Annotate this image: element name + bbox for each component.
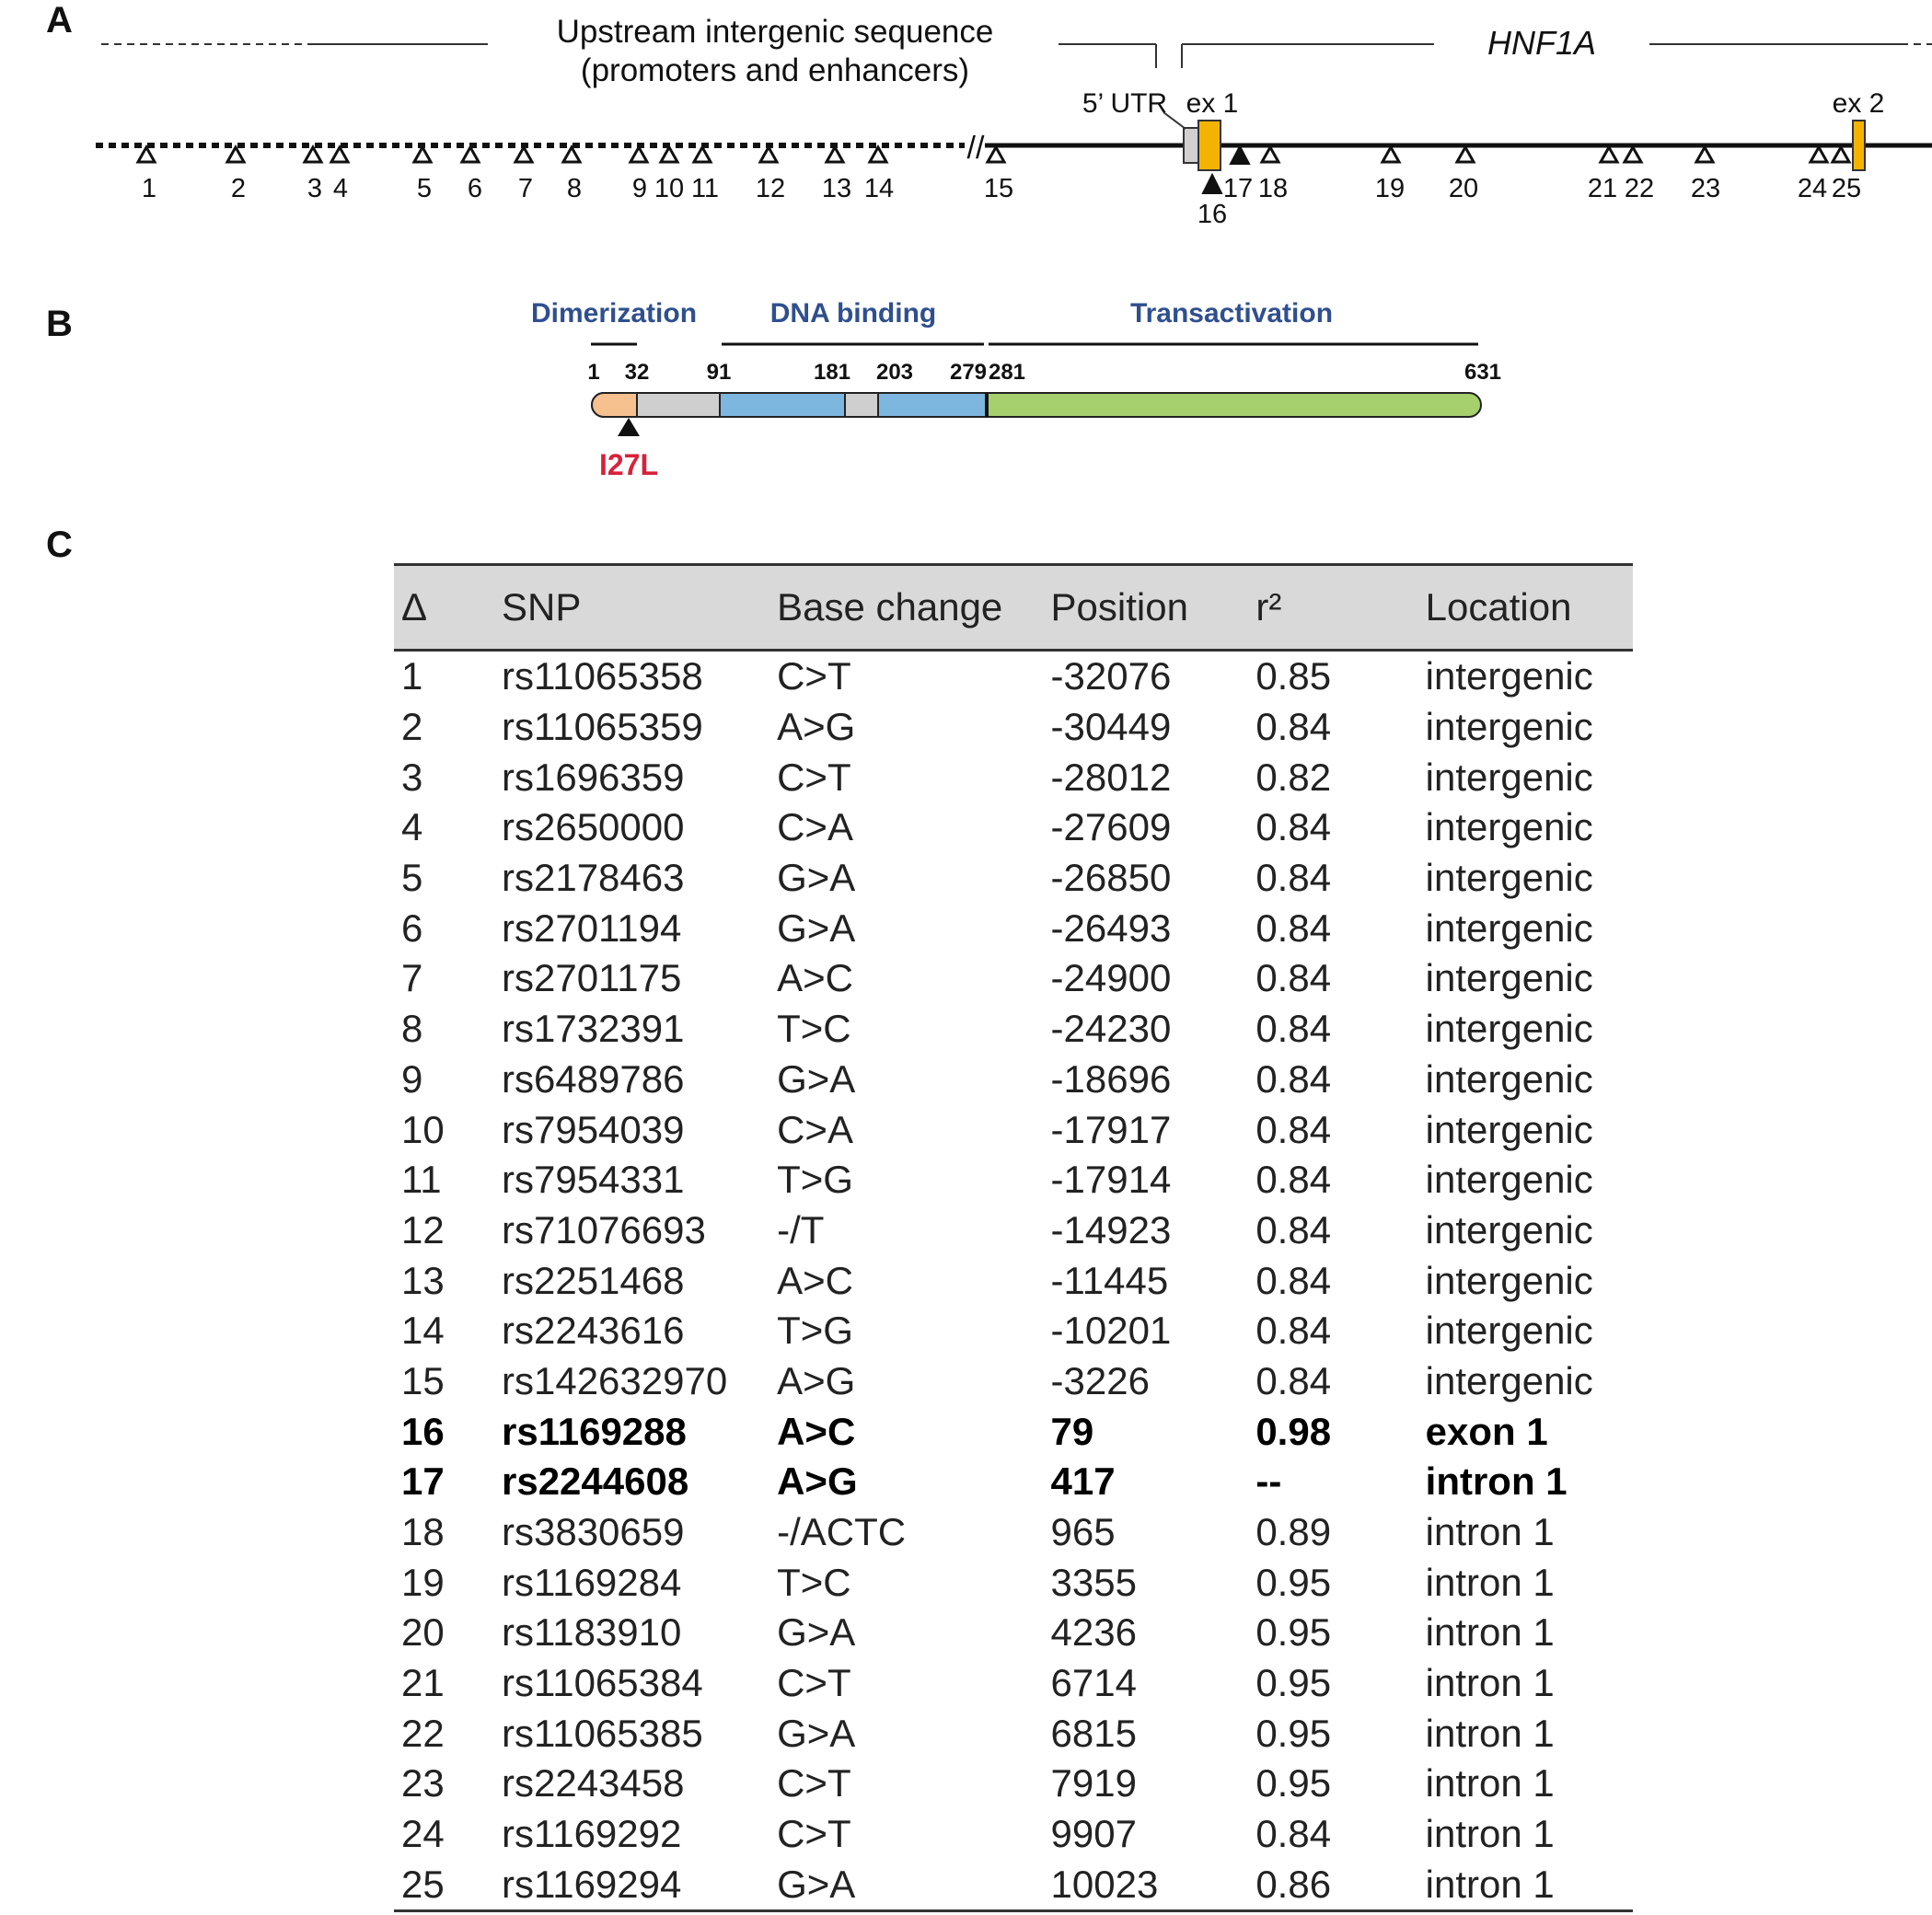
row-index: 23 bbox=[401, 1761, 445, 1805]
row-position: -14923 bbox=[1050, 1207, 1172, 1252]
row-r2: 0.95 bbox=[1255, 1761, 1332, 1805]
utr-box bbox=[1184, 128, 1198, 163]
header-r2: r² bbox=[1255, 565, 1425, 651]
row-location: intergenic bbox=[1425, 1258, 1593, 1302]
mutation-label: I27L bbox=[598, 448, 659, 481]
linker-segment-1 bbox=[637, 393, 720, 417]
row-location: intergenic bbox=[1425, 1309, 1593, 1353]
row-position: -28012 bbox=[1050, 755, 1172, 799]
snp-20-label: 20 bbox=[1448, 174, 1479, 203]
exon2-label: ex 2 bbox=[1832, 88, 1885, 119]
hnf1a-locus-diagram bbox=[0, 0, 1932, 239]
snp-table bbox=[394, 563, 1633, 1912]
row-index: 21 bbox=[401, 1661, 445, 1705]
row-r2: 0.84 bbox=[1255, 1812, 1332, 1856]
residue-32: 32 bbox=[624, 360, 650, 385]
row-base-change: C>T bbox=[777, 1661, 851, 1705]
snp-19-label: 19 bbox=[1374, 174, 1406, 203]
residue-631: 631 bbox=[1463, 360, 1502, 385]
row-position: -10201 bbox=[1050, 1309, 1172, 1353]
row-location: intergenic bbox=[1425, 805, 1593, 849]
row-base-change: C>T bbox=[777, 654, 851, 698]
row-base-change: G>A bbox=[777, 1860, 1050, 1911]
snp-9-label: 9 bbox=[631, 174, 648, 203]
snp-9 bbox=[631, 147, 647, 203]
row-position: 6714 bbox=[1050, 1661, 1137, 1705]
table-row bbox=[394, 1004, 1633, 1055]
row-location: intergenic bbox=[1425, 1158, 1593, 1202]
snp-8 bbox=[563, 147, 582, 203]
break-mark: // bbox=[966, 131, 985, 166]
table-row bbox=[394, 752, 1633, 802]
exon2-box bbox=[1853, 121, 1865, 170]
row-base-change: C>A bbox=[777, 1107, 853, 1151]
row-index: 1 bbox=[401, 654, 423, 698]
row-base-change: G>A bbox=[777, 1711, 856, 1755]
snp-12-label: 12 bbox=[755, 174, 786, 203]
row-position: -30449 bbox=[1050, 705, 1172, 749]
row-position: 417 bbox=[1050, 1459, 1116, 1504]
row-position: 10023 bbox=[1051, 1860, 1256, 1911]
row-index: 22 bbox=[401, 1711, 445, 1755]
snp-13 bbox=[822, 147, 851, 203]
row-position: -32076 bbox=[1050, 654, 1172, 698]
snp-11 bbox=[691, 147, 719, 203]
row-location: intergenic bbox=[1425, 956, 1593, 1000]
row-index: 9 bbox=[401, 1056, 423, 1101]
row-r2: 0.95 bbox=[1255, 1661, 1332, 1705]
snp-17-label: 17 bbox=[1222, 174, 1254, 203]
row-base-change: A>G bbox=[777, 705, 856, 749]
snp-17 bbox=[1223, 146, 1253, 203]
row-base-change: T>G bbox=[777, 1158, 853, 1202]
row-location: intergenic bbox=[1425, 654, 1593, 698]
snp-20 bbox=[1449, 147, 1478, 203]
row-location: intron 1 bbox=[1425, 1812, 1555, 1856]
table-row bbox=[394, 651, 1633, 702]
row-snp: rs1183910 bbox=[501, 1610, 682, 1655]
snp-16-label: 16 bbox=[1197, 200, 1228, 229]
table-row bbox=[394, 953, 1633, 1004]
panel-label-a: A bbox=[46, 0, 73, 40]
row-base-change: A>C bbox=[777, 1258, 853, 1302]
exon1-box bbox=[1198, 121, 1221, 170]
snp-5-triangle bbox=[414, 147, 431, 162]
row-base-change: T>G bbox=[777, 1309, 853, 1353]
row-snp: rs142632970 bbox=[501, 1358, 728, 1402]
row-index: 10 bbox=[401, 1107, 445, 1151]
row-location: intron 1 bbox=[1425, 1661, 1555, 1705]
snp-20-triangle bbox=[1457, 147, 1474, 162]
row-location: intergenic bbox=[1425, 705, 1593, 749]
row-snp: rs11065385 bbox=[501, 1711, 703, 1755]
table-row bbox=[394, 1356, 1633, 1407]
row-location: intron 1 bbox=[1425, 1711, 1555, 1755]
snp-7-triangle bbox=[515, 147, 532, 162]
row-snp: rs7954331 bbox=[501, 1158, 685, 1202]
row-index: 19 bbox=[401, 1560, 445, 1604]
table-row bbox=[394, 1457, 1633, 1507]
row-index: 4 bbox=[401, 805, 423, 849]
snp-10 bbox=[654, 147, 684, 203]
header-position: Position bbox=[1051, 565, 1256, 651]
row-location: intron 1 bbox=[1425, 1761, 1555, 1805]
table-row bbox=[394, 1255, 1633, 1306]
row-location: intron 1 bbox=[1425, 1560, 1555, 1604]
dna-binding-segment-2 bbox=[878, 393, 987, 417]
row-base-change: C>T bbox=[777, 1812, 851, 1856]
mutation-marker-triangle bbox=[618, 418, 640, 436]
row-index: 20 bbox=[401, 1610, 445, 1655]
snp-24-triangle bbox=[1811, 147, 1827, 162]
snp-5-label: 5 bbox=[416, 174, 433, 203]
residue-91: 91 bbox=[706, 360, 732, 385]
snp-22-triangle bbox=[1625, 147, 1641, 162]
row-position: 3355 bbox=[1050, 1560, 1137, 1604]
table-row bbox=[394, 853, 1633, 904]
row-r2: 0.84 bbox=[1255, 1107, 1332, 1151]
row-index: 6 bbox=[401, 906, 423, 950]
snp-7-label: 7 bbox=[517, 174, 534, 203]
upstream-label-line2: (promoters and enhancers) bbox=[580, 52, 970, 88]
snp-6 bbox=[462, 147, 482, 203]
residue-281: 281 bbox=[988, 360, 1026, 385]
row-snp: rs2243458 bbox=[501, 1761, 685, 1805]
row-position: -17914 bbox=[1050, 1158, 1172, 1202]
row-base-change: T>C bbox=[777, 1560, 851, 1604]
row-base-change: G>A bbox=[777, 1056, 856, 1101]
row-snp: rs1169284 bbox=[501, 1560, 682, 1604]
snp-21-triangle bbox=[1601, 147, 1617, 162]
snp-1-triangle bbox=[138, 147, 155, 162]
snp-21 bbox=[1588, 147, 1617, 203]
snp-23-triangle bbox=[1696, 147, 1713, 162]
row-snp: rs2701175 bbox=[501, 956, 682, 1000]
snp-10-label: 10 bbox=[654, 174, 685, 203]
snp-12-triangle bbox=[760, 147, 777, 162]
table-header-row bbox=[394, 565, 1633, 651]
snp-9-triangle bbox=[631, 147, 647, 162]
row-r2: 0.84 bbox=[1255, 1309, 1332, 1353]
snp-23 bbox=[1691, 147, 1720, 203]
domain-label-transactivation: Transactivation bbox=[1129, 298, 1334, 329]
row-base-change: C>A bbox=[777, 805, 853, 849]
snp-2-triangle bbox=[227, 147, 244, 162]
row-location: intron 1 bbox=[1426, 1860, 1633, 1911]
table-row bbox=[394, 1406, 1633, 1457]
table-row bbox=[394, 1507, 1633, 1558]
row-snp: rs2244608 bbox=[501, 1459, 689, 1504]
snp-14 bbox=[864, 147, 894, 203]
snp-25-triangle bbox=[1833, 147, 1849, 162]
residue-279: 279 bbox=[949, 360, 988, 385]
row-snp: rs11065358 bbox=[501, 654, 703, 698]
row-base-change: T>C bbox=[777, 1007, 851, 1051]
row-r2: 0.84 bbox=[1255, 1207, 1332, 1252]
snp-3-triangle bbox=[305, 147, 321, 162]
row-location: intergenic bbox=[1425, 1358, 1593, 1402]
snp-4-label: 4 bbox=[332, 174, 349, 203]
row-r2: 0.84 bbox=[1255, 705, 1332, 749]
row-index: 25 bbox=[394, 1860, 502, 1911]
snp-7 bbox=[515, 147, 533, 203]
row-position: -11445 bbox=[1050, 1258, 1169, 1302]
row-base-change: -/T bbox=[777, 1207, 825, 1252]
table-row bbox=[394, 1708, 1633, 1759]
snp-14-label: 14 bbox=[863, 174, 895, 203]
row-r2: 0.95 bbox=[1255, 1560, 1332, 1604]
header-delta: Δ bbox=[394, 565, 502, 651]
residue-203: 203 bbox=[875, 360, 914, 385]
row-index: 24 bbox=[401, 1812, 445, 1856]
panel-label-b: B bbox=[46, 304, 73, 344]
row-position: -18696 bbox=[1050, 1056, 1172, 1101]
row-r2: 0.95 bbox=[1255, 1610, 1332, 1655]
table-body bbox=[394, 651, 1633, 1911]
domain-label-dimerization: Dimerization bbox=[530, 298, 698, 329]
table-row bbox=[394, 1055, 1633, 1105]
snp-8-label: 8 bbox=[566, 174, 583, 203]
row-location: exon 1 bbox=[1425, 1409, 1548, 1453]
row-base-change: C>T bbox=[777, 1761, 851, 1805]
panel-label-c: C bbox=[46, 525, 73, 565]
table-row bbox=[394, 802, 1633, 853]
table-row bbox=[394, 1557, 1633, 1608]
snp-2-label: 2 bbox=[230, 174, 247, 203]
row-snp: rs1169288 bbox=[501, 1409, 687, 1453]
snp-22-label: 22 bbox=[1624, 174, 1655, 203]
row-r2: -- bbox=[1255, 1459, 1282, 1504]
row-position: -24900 bbox=[1050, 956, 1172, 1000]
snp-19-triangle bbox=[1382, 147, 1399, 162]
row-position: 4236 bbox=[1050, 1610, 1137, 1655]
dimerization-domain-segment bbox=[592, 393, 637, 417]
row-r2: 0.84 bbox=[1255, 1056, 1332, 1101]
row-base-change: G>A bbox=[777, 1610, 856, 1655]
row-location: intergenic bbox=[1425, 755, 1593, 799]
snp-17-triangle bbox=[1231, 146, 1249, 164]
row-index: 3 bbox=[401, 755, 423, 799]
row-base-change: A>C bbox=[777, 1409, 856, 1453]
row-location: intergenic bbox=[1425, 1107, 1593, 1151]
table-row bbox=[394, 1759, 1633, 1809]
row-snp: rs2178463 bbox=[501, 856, 685, 900]
row-index: 5 bbox=[401, 856, 423, 900]
row-r2: 0.84 bbox=[1255, 1258, 1332, 1302]
row-position: -3226 bbox=[1050, 1358, 1150, 1402]
utr-label: 5’ UTR bbox=[1082, 88, 1168, 119]
snp-24-label: 24 bbox=[1797, 174, 1828, 203]
row-location: intergenic bbox=[1425, 1007, 1593, 1051]
gene-label: HNF1A bbox=[1487, 24, 1597, 62]
row-r2: 0.84 bbox=[1255, 805, 1332, 849]
snp-15 bbox=[984, 147, 1013, 203]
table-row bbox=[394, 1860, 1633, 1911]
snp-2 bbox=[227, 147, 246, 203]
row-position: 9907 bbox=[1050, 1812, 1137, 1856]
hnf1a-protein-diagram bbox=[0, 294, 1932, 488]
residue-181: 181 bbox=[813, 360, 851, 385]
row-r2: 0.86 bbox=[1255, 1860, 1425, 1911]
row-base-change: G>A bbox=[777, 906, 856, 950]
snp-10-triangle bbox=[661, 147, 677, 162]
row-position: 79 bbox=[1050, 1409, 1094, 1453]
snp-18-triangle bbox=[1262, 147, 1278, 162]
snp-13-triangle bbox=[827, 147, 843, 162]
snp-22 bbox=[1625, 147, 1654, 203]
table-row bbox=[394, 1306, 1633, 1356]
snp-18-label: 18 bbox=[1257, 174, 1289, 203]
row-index: 16 bbox=[401, 1409, 445, 1453]
table-row bbox=[394, 1809, 1633, 1860]
snp-15-label: 15 bbox=[983, 174, 1014, 203]
row-location: intergenic bbox=[1425, 856, 1593, 900]
snp-4 bbox=[331, 147, 348, 203]
row-index: 12 bbox=[401, 1207, 445, 1252]
row-snp: rs11065384 bbox=[501, 1661, 703, 1705]
snp-3-label: 3 bbox=[307, 174, 323, 203]
row-snp: rs2251468 bbox=[501, 1258, 685, 1302]
row-snp: rs2701194 bbox=[501, 906, 682, 950]
row-position: -26493 bbox=[1050, 906, 1172, 950]
row-base-change: A>C bbox=[777, 956, 853, 1000]
table-row bbox=[394, 1155, 1633, 1206]
row-r2: 0.89 bbox=[1255, 1510, 1332, 1554]
row-index: 13 bbox=[401, 1258, 445, 1302]
table-row bbox=[394, 1658, 1633, 1709]
snp-5 bbox=[414, 147, 432, 203]
row-snp: rs2650000 bbox=[501, 805, 685, 849]
row-index: 2 bbox=[401, 705, 423, 749]
snp-11-label: 11 bbox=[690, 174, 720, 203]
row-location: intergenic bbox=[1425, 1207, 1593, 1252]
snp-8-triangle bbox=[563, 147, 580, 162]
row-index: 7 bbox=[401, 956, 423, 1000]
row-position: 7919 bbox=[1050, 1761, 1137, 1805]
row-base-change: C>T bbox=[777, 755, 851, 799]
row-position: -26850 bbox=[1050, 856, 1172, 900]
snp-6-triangle bbox=[462, 147, 479, 162]
table-row bbox=[394, 903, 1633, 953]
row-snp: rs2243616 bbox=[501, 1309, 685, 1353]
row-position: 965 bbox=[1050, 1510, 1116, 1554]
row-index: 14 bbox=[401, 1309, 445, 1353]
row-r2: 0.84 bbox=[1255, 956, 1332, 1000]
row-snp: rs71076693 bbox=[501, 1207, 706, 1252]
snp-21-label: 21 bbox=[1587, 174, 1618, 203]
header-base-change: Base change bbox=[777, 565, 1050, 651]
snp-25-label: 25 bbox=[1831, 174, 1862, 203]
residue-1: 1 bbox=[587, 360, 600, 385]
snp-6-label: 6 bbox=[467, 174, 483, 203]
upstream-label-line1: Upstream intergenic sequence bbox=[556, 14, 994, 50]
row-base-change: G>A bbox=[777, 856, 856, 900]
row-snp: rs1169292 bbox=[501, 1812, 682, 1856]
row-position: -24230 bbox=[1050, 1007, 1172, 1051]
domain-label-dna-binding: DNA binding bbox=[769, 298, 937, 329]
row-base-change: A>G bbox=[777, 1459, 858, 1504]
row-index: 15 bbox=[401, 1358, 445, 1402]
table-row bbox=[394, 1206, 1633, 1256]
row-r2: 0.84 bbox=[1255, 1007, 1332, 1051]
row-base-change: -/ACTC bbox=[777, 1510, 907, 1554]
row-r2: 0.82 bbox=[1255, 755, 1332, 799]
row-index: 17 bbox=[401, 1459, 445, 1504]
snp-18 bbox=[1258, 147, 1288, 203]
row-r2: 0.85 bbox=[1255, 654, 1332, 698]
header-snp: SNP bbox=[502, 565, 777, 651]
snp-3 bbox=[305, 147, 322, 203]
snp-19 bbox=[1375, 147, 1405, 203]
linker-segment-2 bbox=[845, 393, 878, 417]
row-snp: rs6489786 bbox=[501, 1056, 685, 1101]
row-snp: rs1169294 bbox=[502, 1860, 777, 1911]
table-row bbox=[394, 1608, 1633, 1658]
row-position: 6815 bbox=[1050, 1711, 1137, 1755]
row-snp: rs11065359 bbox=[501, 705, 703, 749]
snp-23-label: 23 bbox=[1690, 174, 1721, 203]
row-position: -17917 bbox=[1050, 1107, 1172, 1151]
table-row bbox=[394, 702, 1633, 753]
snp-1 bbox=[138, 147, 156, 203]
snp-11-triangle bbox=[694, 147, 711, 162]
row-location: intron 1 bbox=[1425, 1459, 1568, 1504]
row-base-change: A>G bbox=[777, 1358, 856, 1402]
row-position: -27609 bbox=[1050, 805, 1172, 849]
snp-4-triangle bbox=[331, 147, 348, 162]
exon1-label: ex 1 bbox=[1186, 88, 1239, 119]
row-r2: 0.95 bbox=[1255, 1711, 1332, 1755]
dna-binding-segment-1 bbox=[720, 393, 845, 417]
row-index: 8 bbox=[401, 1007, 423, 1051]
row-index: 18 bbox=[401, 1510, 445, 1554]
row-snp: rs1696359 bbox=[501, 755, 685, 799]
row-snp: rs3830659 bbox=[501, 1510, 685, 1554]
row-location: intron 1 bbox=[1425, 1510, 1555, 1554]
snp-15-triangle bbox=[988, 147, 1004, 162]
row-index: 11 bbox=[401, 1158, 442, 1202]
row-location: intergenic bbox=[1425, 1056, 1593, 1101]
snp-1-label: 1 bbox=[141, 174, 157, 203]
row-location: intergenic bbox=[1425, 906, 1593, 950]
row-snp: rs7954039 bbox=[501, 1107, 685, 1151]
snp-16-triangle bbox=[1203, 175, 1221, 193]
row-snp: rs1732391 bbox=[501, 1007, 685, 1051]
row-location: intron 1 bbox=[1425, 1610, 1555, 1655]
row-r2: 0.84 bbox=[1255, 1358, 1332, 1402]
snp-13-label: 13 bbox=[821, 174, 852, 203]
header-location: Location bbox=[1426, 565, 1633, 651]
snp-24 bbox=[1798, 147, 1827, 203]
row-r2: 0.84 bbox=[1255, 856, 1332, 900]
table-row bbox=[394, 1104, 1633, 1155]
snp-14-triangle bbox=[870, 147, 886, 162]
row-r2: 0.98 bbox=[1255, 1409, 1332, 1453]
snp-12 bbox=[756, 147, 785, 203]
row-r2: 0.84 bbox=[1255, 906, 1332, 950]
row-r2: 0.84 bbox=[1255, 1158, 1332, 1202]
